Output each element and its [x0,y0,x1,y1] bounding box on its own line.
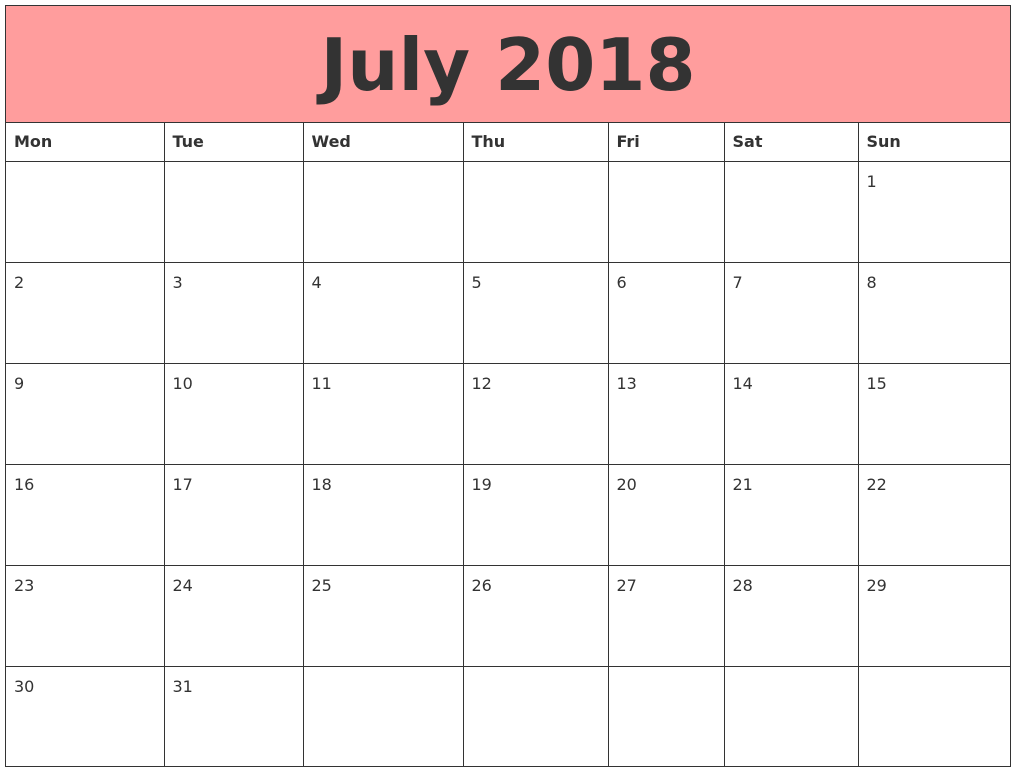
day-cell: 9 [6,363,164,464]
day-cell: 7 [724,262,858,363]
day-cell [858,666,1011,767]
weekday-thu: Thu [463,122,608,161]
weekday-fri: Fri [608,122,724,161]
day-cell: 29 [858,565,1011,666]
day-cell: 20 [608,464,724,565]
day-cell: 16 [6,464,164,565]
day-cell: 4 [303,262,463,363]
day-cell: 19 [463,464,608,565]
calendar [5,5,1011,767]
day-cell: 28 [724,565,858,666]
week-row [6,565,1011,666]
week-row [6,161,1011,262]
day-cell: 30 [6,666,164,767]
day-cell: 1 [858,161,1011,262]
day-cell: 25 [303,565,463,666]
day-cell: 21 [724,464,858,565]
day-cell: 18 [303,464,463,565]
day-cell: 31 [164,666,303,767]
day-cell [724,161,858,262]
weekday-sun: Sun [858,122,1011,161]
day-cell: 2 [6,262,164,363]
day-cell: 23 [6,565,164,666]
week-row [6,262,1011,363]
day-cell: 24 [164,565,303,666]
weekday-wed: Wed [303,122,463,161]
month-title: July 2018 [320,23,696,107]
day-cell [303,161,463,262]
day-cell [608,161,724,262]
day-cell: 11 [303,363,463,464]
day-cell: 6 [608,262,724,363]
day-cell: 26 [463,565,608,666]
day-cell [463,161,608,262]
day-cell: 12 [463,363,608,464]
day-cell [303,666,463,767]
week-row [6,464,1011,565]
day-cell [463,666,608,767]
day-cell: 17 [164,464,303,565]
calendar-grid [6,122,1011,767]
week-row [6,363,1011,464]
day-cell: 27 [608,565,724,666]
day-cell [724,666,858,767]
day-cell [608,666,724,767]
day-cell: 3 [164,262,303,363]
day-cell: 14 [724,363,858,464]
day-cell: 22 [858,464,1011,565]
day-cell [6,161,164,262]
day-cell [164,161,303,262]
day-cell: 15 [858,363,1011,464]
weekday-mon: Mon [6,122,164,161]
day-cell: 8 [858,262,1011,363]
calendar-header [6,6,1010,123]
week-row [6,666,1011,767]
day-cell: 10 [164,363,303,464]
day-cell: 5 [463,262,608,363]
weekday-sat: Sat [724,122,858,161]
day-cell: 13 [608,363,724,464]
weekday-header-row [6,122,1011,161]
weekday-tue: Tue [164,122,303,161]
